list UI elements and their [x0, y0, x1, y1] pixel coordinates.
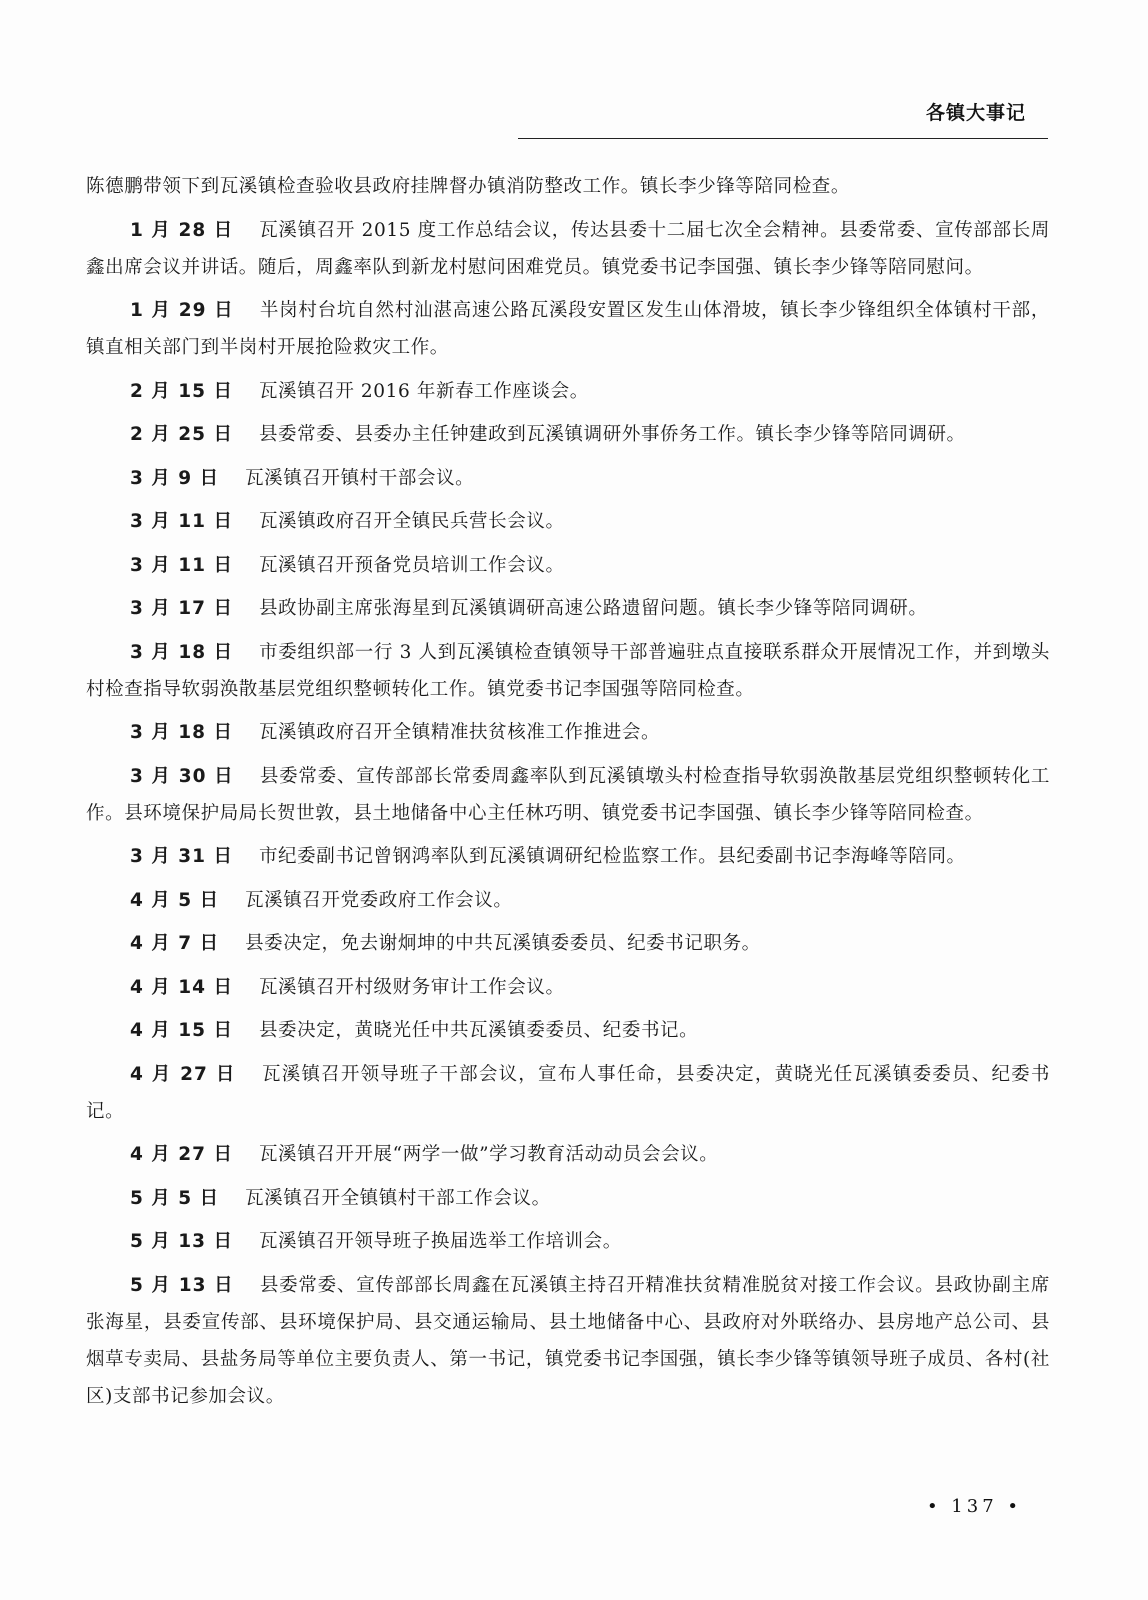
entry-date: 4 月 15 日	[130, 1020, 233, 1041]
entry-date: 3 月 11 日	[130, 511, 233, 532]
entry-date: 3 月 11 日	[130, 554, 233, 576]
entry-text: 瓦溪镇召开 2015 度工作总结会议，传达县委十二届七次全会精神。县委常委、宣传部部长周鑫出席会议并讲话。随后，周鑫率队到新龙村慰问困难党员。镇党委书记李国强、镇长李少锋等陪同慰问。	[86, 219, 1050, 278]
entry-date: 5 月 5 日	[130, 1187, 220, 1209]
entry-text: 县委决定，黄晓光任中共瓦溪镇委委员、纪委书记。	[258, 1020, 699, 1041]
chronicle-entry	[86, 373, 1050, 410]
entry-date: 1 月 29 日	[130, 300, 234, 321]
lead-paragraph: 陈德鹏带领下到瓦溪镇检查验收县政府挂牌督办镇消防整改工作。镇长李少锋等陪同检查。	[86, 176, 851, 197]
chronicle-entry	[86, 758, 1050, 832]
entry-date: 4 月 27 日	[130, 1063, 237, 1085]
chronicle-entry	[86, 925, 1050, 962]
chronicle-entry	[86, 460, 1050, 497]
chronicle-entry	[86, 1136, 1050, 1173]
entry-text: 瓦溪镇召开领导班子换届选举工作培训会。	[258, 1231, 622, 1252]
chronicle-entry	[86, 1223, 1050, 1260]
entry-text: 市委组织部一行 3 人到瓦溪镇检查镇领导干部普遍驻点直接联系群众开展情况工作，并到墩头村检查指导软弱涣散基层党组织整顿转化工作。镇党委书记李国强等陪同检查。	[86, 641, 1050, 700]
chronicle-entry	[86, 503, 1050, 540]
entry-text: 瓦溪镇召开全镇镇村干部工作会议。	[245, 1187, 551, 1209]
page-number: • 137 •	[926, 1496, 1022, 1517]
entry-text: 市纪委副书记曾钢鸿率队到瓦溪镇调研纪检监察工作。县纪委副书记李海峰等陪同。	[258, 846, 966, 867]
entry-text: 瓦溪镇召开领导班子干部会议，宣布人事任命，县委决定，黄晓光任瓦溪镇委委员、纪委书记。	[86, 1063, 1050, 1122]
chronicle-entry	[86, 1180, 1050, 1217]
entry-date: 5 月 13 日	[130, 1231, 233, 1252]
entry-text: 县委常委、宣传部部长周鑫在瓦溪镇主持召开精准扶贫精准脱贫对接工作会议。县政协副主席张海星，县委宣传部、县环境保护局、县交通运输局、县土地储备中心、县政府对外联络办、县房地产总公司、县烟草专卖局、县盐务局等单位主要负责人、第一书记，镇党委书记李国强，镇长李少锋等镇领导班子成员、各村(社区)支部书记参加会议。	[86, 1274, 1050, 1407]
chronicle-entry	[86, 1056, 1050, 1130]
chronicle-entry	[86, 292, 1050, 366]
entry-date: 3 月 9 日	[130, 467, 220, 489]
chronicle-content	[86, 168, 1050, 1421]
entry-text: 半岗村台坑自然村汕湛高速公路瓦溪段安置区发生山体滑坡，镇长李少锋组织全体镇村干部，镇直相关部门到半岗村开展抢险救灾工作。	[86, 300, 1050, 358]
entry-date: 3 月 18 日	[130, 722, 233, 743]
entry-text: 瓦溪镇召开开展“两学一做”学习教育活动动员会会议。	[258, 1144, 719, 1165]
chronicle-entry	[86, 714, 1050, 751]
chronicle-entry	[86, 590, 1050, 627]
chronicle-entry	[86, 1267, 1050, 1415]
entry-text: 瓦溪镇召开预备党员培训工作会议。	[258, 554, 565, 576]
entry-date: 2 月 25 日	[130, 424, 233, 445]
entry-date: 3 月 18 日	[130, 641, 234, 663]
entry-date: 3 月 30 日	[130, 765, 234, 787]
entry-text: 瓦溪镇召开党委政府工作会议。	[245, 889, 513, 911]
entry-date: 4 月 7 日	[130, 933, 220, 954]
running-header-title: 各镇大事记	[925, 102, 1026, 124]
chronicle-entry	[86, 634, 1050, 708]
entry-date: 3 月 17 日	[130, 598, 233, 619]
entry-text: 瓦溪镇政府召开全镇民兵营长会议。	[258, 511, 565, 532]
chronicle-entry	[86, 1012, 1050, 1049]
entry-date: 1 月 28 日	[130, 219, 234, 241]
chronicle-entry	[86, 838, 1050, 875]
entry-text: 县委常委、宣传部部长常委周鑫率队到瓦溪镇墩头村检查指导软弱涣散基层党组织整顿转化工作。县环境保护局局长贺世敦，县土地储备中心主任林巧明、镇党委书记李国强、镇长李少锋等陪同检查。	[86, 765, 1050, 824]
entry-text: 瓦溪镇召开镇村干部会议。	[245, 467, 475, 489]
entry-date: 4 月 14 日	[130, 976, 233, 998]
entry-text: 瓦溪镇召开村级财务审计工作会议。	[258, 976, 565, 998]
chronicle-entry	[86, 416, 1050, 453]
entry-text: 瓦溪镇召开 2016 年新春工作座谈会。	[258, 380, 589, 402]
entry-date: 4 月 27 日	[130, 1144, 233, 1165]
entry-text: 瓦溪镇政府召开全镇精准扶贫核准工作推进会。	[258, 722, 661, 743]
entry-date: 2 月 15 日	[130, 380, 233, 402]
entry-text: 县委决定，免去谢炯坤的中共瓦溪镇委委员、纪委书记职务。	[245, 933, 761, 954]
chronicle-entry	[86, 212, 1050, 286]
chronicle-entry	[86, 547, 1050, 584]
chronicle-entry	[86, 882, 1050, 919]
entry-date: 3 月 31 日	[130, 846, 233, 867]
header-rule	[518, 138, 1048, 139]
entry-text: 县政协副主席张海星到瓦溪镇调研高速公路遗留问题。镇长李少锋等陪同调研。	[258, 598, 928, 619]
entry-text: 县委常委、县委办主任钟建政到瓦溪镇调研外事侨务工作。镇长李少锋等陪同调研。	[258, 424, 966, 445]
entry-date: 4 月 5 日	[130, 889, 220, 911]
chronicle-entry	[86, 969, 1050, 1006]
entry-date: 5 月 13 日	[130, 1274, 234, 1296]
